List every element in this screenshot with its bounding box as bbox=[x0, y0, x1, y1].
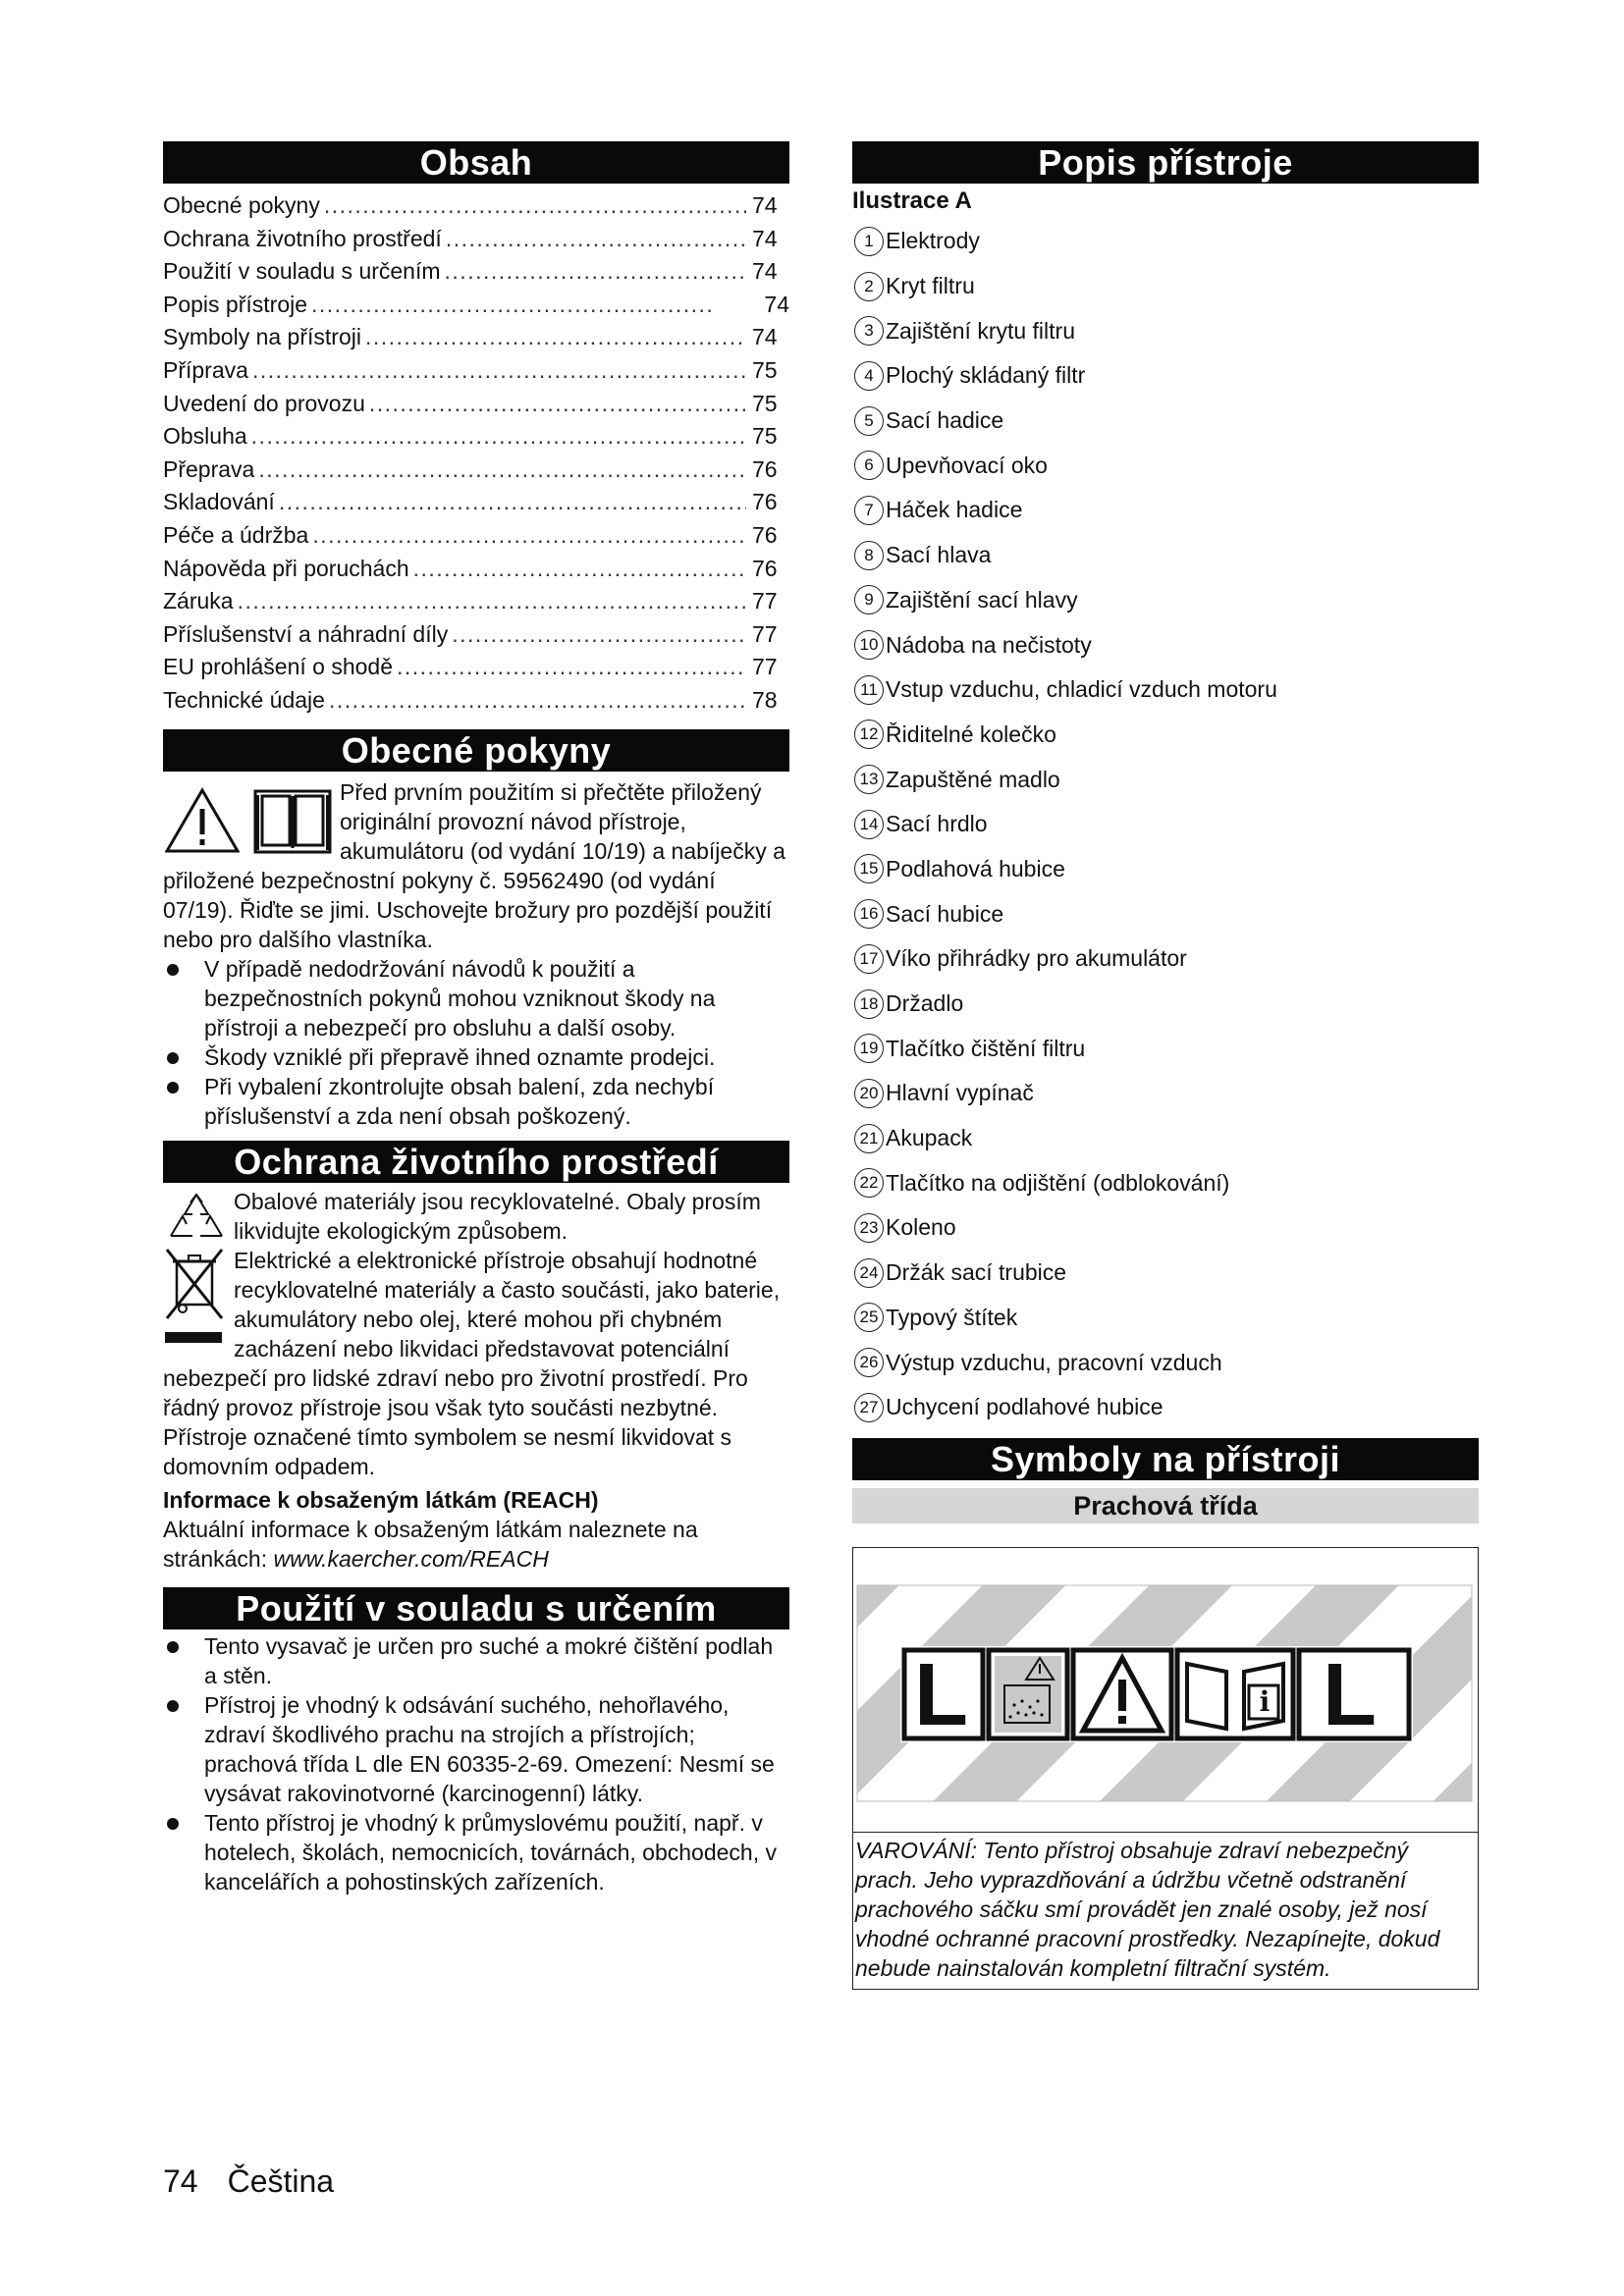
part-number: 7 bbox=[854, 496, 884, 525]
toc-row[interactable]: Obsluha ..... 75 bbox=[163, 420, 789, 454]
list-item: 5 Sací hadice bbox=[852, 399, 1479, 444]
dust-class-letter-left: L bbox=[914, 1645, 968, 1744]
symbols-heading: Symboly na přístroji bbox=[852, 1438, 1479, 1480]
toc-row[interactable]: Uvedení do provozu ..... 75 bbox=[163, 388, 789, 421]
intended-use-bullets bbox=[163, 1631, 789, 1896]
list-item: 6 Upevňovací oko bbox=[852, 443, 1479, 488]
description-heading: Popis přístroje bbox=[852, 141, 1479, 184]
toc-row[interactable]: Ochrana životního prostředí ..... 74 bbox=[163, 223, 789, 256]
list-item: 2 Kryt filtru bbox=[852, 264, 1479, 309]
list-item: 13 Zapuštěné madlo bbox=[852, 757, 1479, 802]
list-item: 3 Zajištění krytu filtru bbox=[852, 308, 1479, 353]
list-item: 12 Řiditelné kolečko bbox=[852, 713, 1479, 758]
intro-text: Před prvním použitím si přečtěte přiložený originální provozní návod přístroje, akumulátoru (od vydání 10/19) a nabíječky a přiložené bezpečnostní pokyny č. 59562490 (od vydání 07/19). Řiďte se jimi. Uschovejte brožury pro pozdější použití nebo pro dalšího vlastníka. bbox=[163, 778, 785, 952]
list-item: 25 Typový štítek bbox=[852, 1296, 1479, 1341]
list-item: 7 Háček hadice bbox=[852, 488, 1479, 533]
manual-book-icon bbox=[253, 787, 332, 854]
list-item: 20 Hlavní vypínač bbox=[852, 1071, 1479, 1116]
list-item: 26 Výstup vzduchu, pracovní vzduch bbox=[852, 1340, 1479, 1385]
toc-row[interactable]: Použití v souladu s určením ..... 74 bbox=[163, 255, 789, 289]
list-item: 16 Sací hubice bbox=[852, 891, 1479, 936]
list-item: 8 Sací hlava bbox=[852, 533, 1479, 578]
part-number: 1 bbox=[854, 227, 884, 256]
part-number: 13 bbox=[854, 765, 884, 794]
list-item: 21 Akupack bbox=[852, 1116, 1479, 1161]
list-item: Přístroj je vhodný k odsávání suchého, nehořlavého, zdraví škodlivého prachu na strojích a přístrojích; prachová třída L dle EN 60335-2-69. Omezení: Nesmí se vysávat rakovinotvorné (karcinogenní) látky. bbox=[163, 1690, 789, 1808]
dust-warning-text: VAROVÁNÍ: Tento přístroj obsahuje zdraví nebezpečný prach. Jeho vyprazdňování a údržbu včetně odstranění prachového sáčku smí provádět jen znalé osoby, jež nosí vhodné ochranné pracovní prostředky. Nezapínejte, dokud nebude nainstalován kompletní filtrační systém. bbox=[855, 1837, 1440, 1981]
toc-row[interactable]: Obecné pokyny ..... 74 bbox=[163, 189, 789, 223]
part-number: 22 bbox=[854, 1168, 884, 1198]
dust-class-subheading: Prachová třída bbox=[852, 1488, 1479, 1523]
toc-row[interactable]: Symboly na přístroji ..... 74 bbox=[163, 321, 789, 354]
toc-row[interactable]: EU prohlášení o shodě ..... 77 bbox=[163, 651, 789, 684]
toc-row[interactable]: Přeprava ..... 76 bbox=[163, 454, 789, 487]
recycle-icon bbox=[163, 1191, 230, 1246]
intended-use-heading: Použití v souladu s určením bbox=[163, 1587, 789, 1629]
dust-class-graphic bbox=[853, 1548, 1478, 1833]
part-number: 9 bbox=[854, 585, 884, 614]
part-number: 21 bbox=[854, 1124, 884, 1153]
part-number: 6 bbox=[854, 451, 884, 480]
toc-heading: Obsah bbox=[163, 141, 789, 184]
page-number: 74 bbox=[163, 2163, 198, 2199]
general-notes-heading: Obecné pokyny bbox=[163, 729, 789, 772]
reach-link[interactable]: www.kaercher.com/REACH bbox=[273, 1545, 549, 1572]
part-number: 12 bbox=[854, 720, 884, 749]
dust-class-label bbox=[852, 1547, 1479, 1990]
list-item: Při vybalení zkontrolujte obsah balení, zda nechybí příslušenství a zda není obsah poškozený. bbox=[163, 1072, 789, 1131]
part-number: 27 bbox=[854, 1393, 884, 1422]
crossed-bin-icon bbox=[163, 1248, 226, 1362]
part-number: 23 bbox=[854, 1213, 884, 1243]
toc-row[interactable]: Péče a údržba ..... 76 bbox=[163, 519, 789, 553]
list-item: 22 Tlačítko na odjištění (odblokování) bbox=[852, 1160, 1479, 1205]
general-bullets bbox=[163, 954, 789, 1131]
list-item: 23 Koleno bbox=[852, 1205, 1479, 1251]
part-number: 4 bbox=[854, 361, 884, 391]
reach-text: Aktuální informace k obsaženým látkám naleznete na stránkách: www.kaercher.com/REACH bbox=[163, 1516, 698, 1572]
toc-row[interactable]: Příslušenství a náhradní díly ..... 77 bbox=[163, 618, 789, 652]
list-item: 11 Vstup vzduchu, chladicí vzduch motoru bbox=[852, 667, 1479, 713]
part-number: 15 bbox=[854, 854, 884, 883]
general-notes-intro bbox=[163, 777, 789, 954]
toc-row[interactable]: Příprava ..... 75 bbox=[163, 354, 789, 388]
part-number: 18 bbox=[854, 989, 884, 1019]
language-label: Čeština bbox=[227, 2163, 335, 2199]
part-number: 24 bbox=[854, 1258, 884, 1288]
environment-heading: Ochrana životního prostředí bbox=[163, 1141, 789, 1183]
part-number: 8 bbox=[854, 541, 884, 570]
list-item: Škody vzniklé při přepravě ihned oznamte prodejci. bbox=[163, 1042, 789, 1072]
info-letter: i bbox=[1259, 1684, 1271, 1718]
reach-title: Informace k obsaženým látkám (REACH) bbox=[163, 1486, 599, 1513]
list-item: 9 Zajištění sací hlavy bbox=[852, 578, 1479, 623]
list-item: 24 Držák sací trubice bbox=[852, 1251, 1479, 1296]
list-item: 19 Tlačítko čištění filtru bbox=[852, 1026, 1479, 1071]
recycling-note: Obalové materiály jsou recyklovatelné. Obaly prosím likvidujte ekologickým způsobem. bbox=[163, 1187, 789, 1246]
right-column bbox=[852, 141, 1479, 1990]
list-item: Tento vysavač je určen pro suché a mokré čištění podlah a stěn. bbox=[163, 1631, 789, 1690]
list-item: 14 Sací hrdlo bbox=[852, 802, 1479, 847]
part-number: 11 bbox=[854, 675, 884, 705]
part-number: 3 bbox=[854, 316, 884, 346]
left-column bbox=[163, 141, 789, 1896]
toc-row[interactable]: Technické údaje ..... 78 bbox=[163, 684, 789, 718]
table-of-contents bbox=[163, 189, 789, 718]
part-number: 5 bbox=[854, 406, 884, 436]
list-item: Tento přístroj je vhodný k průmyslovému použití, např. v hotelech, školách, nemocnicích, továrnách, obchodech, v kancelářích a pohostinských zařízeních. bbox=[163, 1808, 789, 1896]
list-item: 10 Nádoba na nečistoty bbox=[852, 622, 1479, 667]
list-item: 17 Víko přihrádky pro akumulátor bbox=[852, 936, 1479, 982]
list-item: V případě nedodržování návodů k použití a bezpečnostních pokynů mohou vzniknout škody na přístroji a nebezpečí pro obsluhu a další osoby. bbox=[163, 954, 789, 1042]
part-number: 19 bbox=[854, 1034, 884, 1063]
parts-list bbox=[852, 219, 1479, 1430]
part-number: 10 bbox=[854, 630, 884, 660]
list-item: 27 Uchycení podlahové hubice bbox=[852, 1385, 1479, 1430]
list-item: 1 Elektrody bbox=[852, 219, 1479, 264]
list-item: 18 Držadlo bbox=[852, 982, 1479, 1027]
list-item: 15 Podlahová hubice bbox=[852, 847, 1479, 892]
part-number: 17 bbox=[854, 944, 884, 974]
toc-row[interactable]: Skladování ..... 76 bbox=[163, 486, 789, 519]
list-item: 4 Plochý skládaný filtr bbox=[852, 353, 1479, 399]
toc-row[interactable]: Popis přístroje ..... 74 bbox=[163, 289, 789, 322]
part-number: 26 bbox=[854, 1348, 884, 1377]
warning-triangle-icon bbox=[165, 787, 240, 854]
dust-class-letter-right: L bbox=[1323, 1645, 1377, 1744]
illustration-label: Ilustrace A bbox=[852, 187, 972, 214]
page-footer bbox=[163, 2163, 334, 2200]
part-number: 20 bbox=[854, 1079, 884, 1108]
notice-icons bbox=[165, 787, 332, 854]
toc-row[interactable]: Nápověda při poruchách ..... 76 bbox=[163, 553, 789, 586]
part-number: 16 bbox=[854, 899, 884, 929]
part-number: 2 bbox=[854, 272, 884, 301]
toc-row[interactable]: Záruka ..... 77 bbox=[163, 585, 789, 618]
part-number: 25 bbox=[854, 1303, 884, 1332]
part-number: 14 bbox=[854, 810, 884, 839]
weee-note: Elektrické a elektronické přístroje obsahují hodnotné recyklovatelné materiály a často součásti, jako baterie, akumulátory nebo olej, které mohou při chybném zacházení nebo likvidaci představovat potenciální nebezpečí pro lidské zdraví nebo pro životní prostředí. Pro řádný provoz přístroje jsou však tyto součásti nezbytné. Přístroje označené tímto symbolem se nesmí likvidovat s domovním odpadem. bbox=[163, 1247, 781, 1479]
